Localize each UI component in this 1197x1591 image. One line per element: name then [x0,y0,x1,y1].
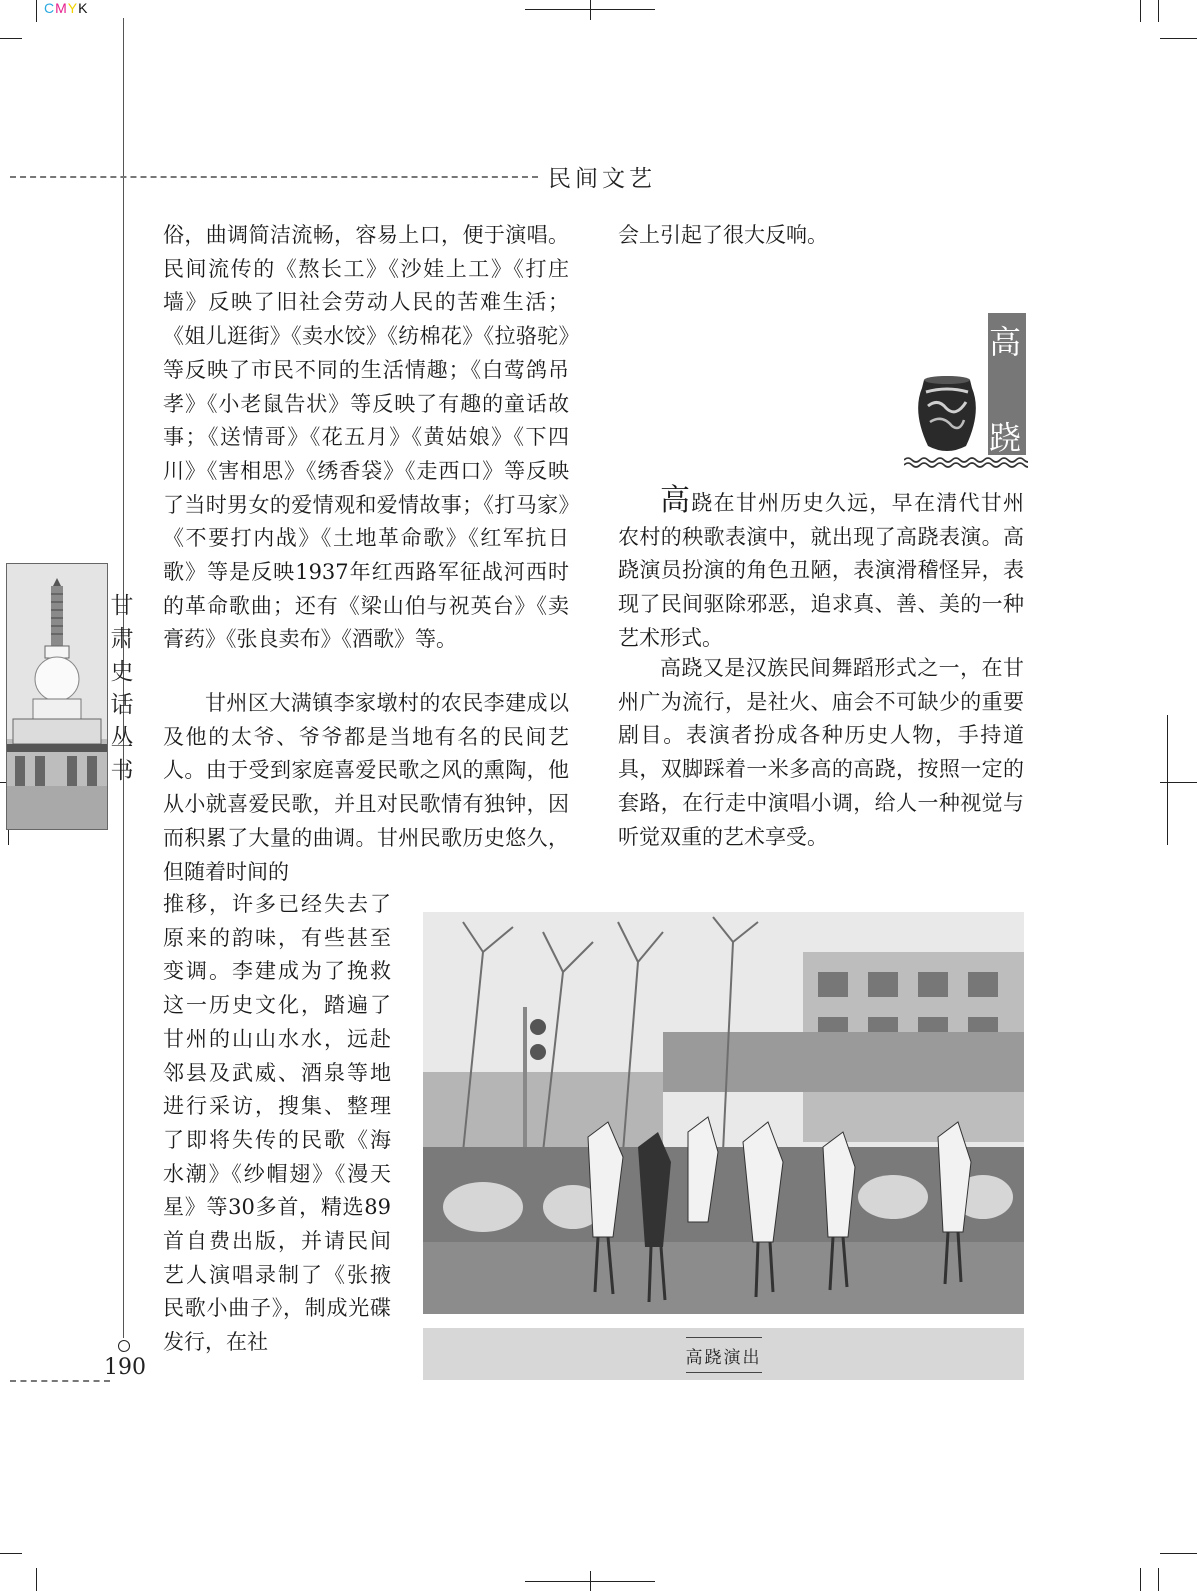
drop-cap: 高 [660,483,692,518]
wave-ornament-icon [904,455,1028,469]
photo-caption: 高跷演出 [685,1348,762,1368]
footer-dashed-rule [10,1380,110,1382]
crop-mark [1160,1553,1197,1554]
page-number-circle-icon [118,1340,130,1352]
crop-mark [1160,782,1197,783]
crop-mark [36,0,37,22]
series-title [107,590,137,788]
crop-mark [590,0,591,20]
pagoda-photo [6,563,108,830]
page-number: 190 [104,1355,146,1380]
crop-mark [1140,1568,1141,1591]
crop-mark [590,1571,591,1591]
cmyk-y: Y [67,0,79,16]
series-char: 书 [110,758,134,784]
right-paragraph-1 [618,484,1024,656]
crop-mark [1167,715,1168,845]
series-char: 甘 [110,593,134,619]
series-char: 史 [110,659,134,685]
crop-mark [1160,38,1197,39]
photo-caption-bar [423,1328,1024,1380]
section-title: 民间文艺 [548,166,656,192]
heading-char: 高 [989,323,1022,361]
caption-top-rule [686,1337,762,1338]
series-char: 肃 [110,626,134,652]
pottery-jar-icon [912,372,982,454]
caption-bottom-rule [686,1372,762,1373]
heading-char: 跷 [989,419,1022,457]
section-heading [988,313,1026,455]
series-char: 丛 [110,725,134,751]
series-char: 话 [110,692,134,718]
crop-mark [1158,1568,1159,1591]
right-continuation: 会上引起了很大反响。 [618,223,828,247]
crop-mark [0,38,22,39]
cmyk-k: K [78,0,89,16]
cmyk-marks [44,0,88,16]
left-paragraph-3: 推移，许多已经失去了原来的韵味，有些甚至变调。李建成为了挽救这一历史文化，踏遍了甘州的山山水水，远赴邻县及武威、酒泉等地进行采访，搜集、整理了即将失传的民歌《海水潮》《纱帽翅》《漫天星》等30多首，精选89首自费出版，并请民间艺人演唱录制了《张掖民歌小曲子》，制成光碟发行，在社 [163,892,391,1355]
left-paragraph-1: 俗，曲调简洁流畅，容易上口，便于演唱。民间流传的《熬长工》《沙娃上工》《打庄墙》反映了旧社会劳动人民的苦难生活；《姐儿逛街》《卖水饺》《纺棉花》《拉骆驼》等反映了市民不同的生活情趣；《白莺鸽吊孝》《小老鼠告状》等反映了有趣的童话故事；《送情哥》《花五月》《黄姑娘》《下四川》《害相思》《绣香袋》《走西口》等反映了当时男女的爱情观和爱情故事；《打马家》《不要打内战》《土地革命歌》《红军抗日歌》等是反映1937年红西路军征战河西时的革命歌曲；还有《梁山伯与祝英台》《卖膏药》《张良卖布》《酒歌》等。 [163,223,569,652]
header-dashed-rule [10,176,538,178]
stilt-performance-photo [423,912,1024,1314]
cmyk-m: M [55,0,68,16]
right-paragraph-1-text: 跷在甘州历史久远，早在清代甘州农村的秧歌表演中，就出现了高跷表演。高跷演员扮演的角色丑陋，表演滑稽怪异，表现了民间驱除邪恶，追求真、善、美的一种艺术形式。 [618,491,1025,650]
crop-mark [1140,0,1141,22]
pagoda-illustration [7,564,107,829]
crop-mark [1158,0,1159,22]
stilt-performance-illustration [423,912,1024,1314]
left-paragraph-2: 甘州区大满镇李家墩村的农民李建成以及他的太爷、爷爷都是当地有名的民间艺人。由于受到家庭喜爱民歌之风的熏陶，他从小就喜爱民歌，并且对民歌情有独钟，因而积累了大量的曲调。甘州民歌历史悠久，但随着时间的 [163,691,569,884]
crop-mark [36,1568,37,1591]
right-paragraph-2: 高跷又是汉族民间舞蹈形式之一，在甘州广为流行，是社火、庙会不可缺少的重要剧目。表演者扮成各种历史人物，手持道具，双脚踩着一米多高的高跷，按照一定的套路，在行走中演唱小调，给人一种视觉与听觉双重的艺术享受。 [618,656,1024,849]
crop-mark [0,1553,22,1554]
cmyk-c: C [44,0,56,16]
